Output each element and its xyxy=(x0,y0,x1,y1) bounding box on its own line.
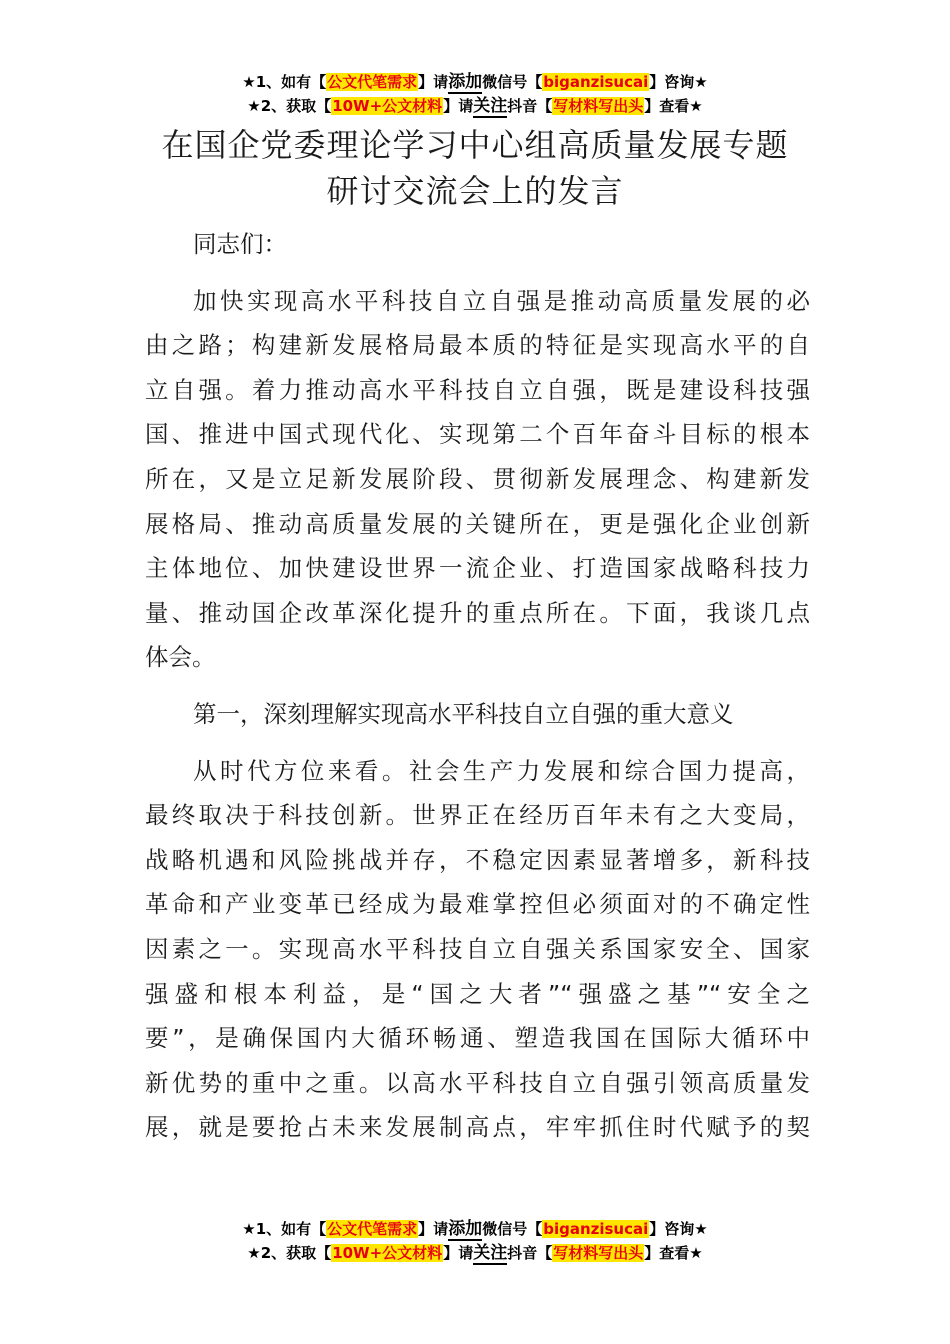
promo-footer xyxy=(0,1217,950,1265)
paragraph-line: 量、推动国企改革深化提升的重点所在。下面，我谈几点 xyxy=(145,598,810,627)
paragraph-line: 战略机遇和风险挑战并存，不稳定因素显著增多，新科技 xyxy=(145,845,810,874)
paragraph-line: 强盛和根本利益，是“国之大者”“强盛之基”“安全之 xyxy=(145,979,810,1008)
paragraph-line: 要”，是确保国内大循环畅通、塑造我国在国际大循环中 xyxy=(145,1024,810,1053)
document-title xyxy=(60,122,890,214)
promo-text: ★1、如有【 xyxy=(242,73,327,91)
promo-text: 】请 xyxy=(443,97,474,115)
promo-line-2 xyxy=(0,1241,950,1265)
promo-douyin-account: 写材料写出头 xyxy=(553,97,644,115)
paragraph-line: 革命和产业变革已经成为最难掌控但必须面对的不确定性 xyxy=(145,890,810,919)
paragraph-line: 由之路；构建新发展格局最本质的特征是实现高水平的自 xyxy=(145,331,810,360)
promo-text: 】请 xyxy=(418,1220,449,1238)
promo-line-2 xyxy=(0,94,950,118)
promo-text: 】请 xyxy=(443,1244,474,1262)
promo-wechat-id: biganzisucai xyxy=(543,73,649,91)
promo-douyin-account: 写材料写出头 xyxy=(553,1244,644,1262)
paragraph-line: 最终取决于科技创新。世界正在经历百年未有之大变局， xyxy=(145,801,810,830)
promo-text: 】查看★ xyxy=(644,1244,703,1262)
promo-keyword: 关注 xyxy=(473,1243,508,1263)
paragraph-1 xyxy=(145,279,810,680)
paragraph-line: 因素之一。实现高水平科技自立自强关系国家安全、国家 xyxy=(145,934,810,963)
promo-text: ★2、获取【 xyxy=(247,97,332,115)
paragraph-line: 新优势的重中之重。以高水平科技自立自强引领高质量发 xyxy=(145,1068,810,1097)
promo-highlight: 10W+公文材料 xyxy=(332,1244,443,1262)
promo-text: 微信号【 xyxy=(482,1220,543,1238)
promo-text: 】咨询★ xyxy=(649,73,708,91)
section-heading-1: 第一，深刻理解实现高水平科技自立自强的重大意义 xyxy=(193,699,734,728)
promo-keyword: 添加 xyxy=(448,72,483,92)
promo-line-1 xyxy=(0,70,950,94)
promo-keyword: 关注 xyxy=(473,96,508,116)
promo-wechat-id: biganzisucai xyxy=(543,1220,649,1238)
paragraph-line: 从时代方位来看。社会生产力发展和综合国力提高， xyxy=(193,756,810,785)
title-line-1: 在国企党委理论学习中心组高质量发展专题 xyxy=(161,126,789,164)
promo-text: 微信号【 xyxy=(482,73,543,91)
promo-highlight: 10W+公文材料 xyxy=(332,97,443,115)
promo-text: ★1、如有【 xyxy=(242,1220,327,1238)
title-line-2: 研讨交流会上的发言 xyxy=(326,172,624,210)
promo-header xyxy=(0,70,950,118)
paragraph-line: 体会。 xyxy=(145,643,216,672)
paragraph-line: 展，就是要抢占未来发展制高点，牢牢抓住时代赋予的契 xyxy=(145,1113,810,1142)
paragraph-line: 国、推进中国式现代化、实现第二个百年奋斗目标的根本 xyxy=(145,420,810,449)
paragraph-2 xyxy=(145,749,810,1150)
promo-text: 】咨询★ xyxy=(649,1220,708,1238)
document-body xyxy=(145,222,810,1150)
promo-text: 】查看★ xyxy=(644,97,703,115)
promo-text: 抖音【 xyxy=(507,1244,553,1262)
promo-text: 抖音【 xyxy=(507,97,553,115)
salutation: 同志们： xyxy=(193,230,287,258)
paragraph-line: 主体地位、加快建设世界一流企业、打造国家战略科技力 xyxy=(145,554,810,583)
paragraph-line: 展格局、推动高质量发展的关键所在，更是强化企业创新 xyxy=(145,509,810,538)
promo-highlight: 公文代笔需求 xyxy=(327,73,418,91)
paragraph-line: 所在，又是立足新发展阶段、贯彻新发展理念、构建新发 xyxy=(145,464,810,493)
promo-highlight: 公文代笔需求 xyxy=(327,1220,418,1238)
promo-text: ★2、获取【 xyxy=(247,1244,332,1262)
promo-text: 】请 xyxy=(418,73,449,91)
promo-keyword: 添加 xyxy=(448,1219,483,1239)
paragraph-line: 加快实现高水平科技自立自强是推动高质量发展的必 xyxy=(193,286,810,315)
promo-line-1 xyxy=(0,1217,950,1241)
paragraph-line: 立自强。着力推动高水平科技自立自强，既是建设科技强 xyxy=(145,375,810,404)
